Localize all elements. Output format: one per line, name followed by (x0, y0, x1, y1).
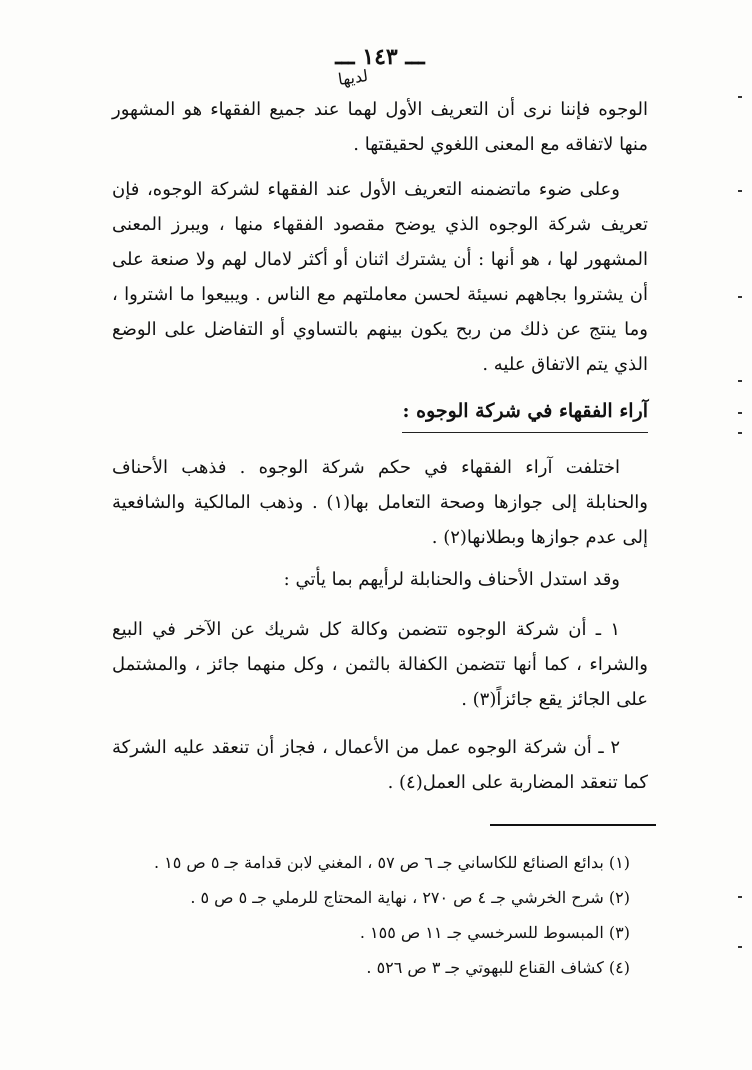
margin-mark (738, 296, 742, 298)
paragraph-evidence-intro (112, 562, 648, 597)
footnote-3: (٣) المبسوط للسرخسي جـ ١١ ص ١٥٥ . (359, 923, 630, 942)
list-item-evidence-2 (112, 730, 648, 800)
footnote-2: (٢) شرح الخرشي جـ ٤ ص ٢٧٠ ، نهاية المحتاج للرملي جـ ٥ ص ٥ . (190, 888, 630, 907)
paragraph-definition-summary: الوجوه فإننا نرى أن التعريف الأول لهما عند جميع الفقهاء هو المشهور منها لاتفاقه مع المعنى اللغوي لحقيقتها . (112, 99, 648, 155)
heading-underline (402, 432, 648, 433)
margin-mark (738, 96, 742, 98)
list-item-evidence-1-text: ١ ـ أن شركة الوجوه تتضمن وكالة كل شريك عن الآخر في البيع والشراء ، كما أنها تتضمن الكفالة بالثمن ، وكل منهما جائز ، والمشتمل على الجائز يقع جائزاً(٣) . (112, 619, 648, 710)
paragraph-definition-text: وعلى ضوء ماتضمنه التعريف الأول عند الفقهاء لشركة الوجوه، فإن تعريف شركة الوجوه الذي يوضح مقصود الفقهاء منها ، ويبرز المعنى المشهور لها ، هو أنها : أن يشترك اثنان أو أكثر لامال لهم ولا صنعة على أن يشتروا بجاههم نسيئة لحسن معاملتهم مع الناس . ويبيعوا ما اشتروا ، وما ينتج عن ذلك من ربح يكون بينهم بالتساوي أو التفاضل على الوضع الذي يتم الاتفاق عليه . (112, 179, 648, 375)
list-item-evidence-2-text: ٢ ـ أن شركة الوجوه عمل من الأعمال ، فجاز أن تنعقد عليه الشركة كما تنعقد المضاربة على العمل(٤) . (112, 737, 648, 793)
paragraph-definition (112, 172, 648, 382)
margin-mark (738, 896, 742, 898)
page-number: ـــ ١٤٣ ـــ (335, 44, 425, 70)
scan-margin-marks (722, 0, 752, 1070)
paragraph-opinions (112, 450, 648, 555)
paragraph-opinions-text: اختلفت آراء الفقهاء في حكم شركة الوجوه . فذهب الأحناف والحنابلة إلى جوازها وصحة التعامل بها(١) . وذهب المالكية والشافعية إلى عدم جوازها وبطلانها(٢) . (112, 457, 648, 548)
margin-mark (738, 190, 742, 192)
margin-mark (738, 380, 742, 382)
footnote-4: (٤) كشاف القناع للبهوتي جـ ٣ ص ٥٢٦ . (366, 958, 630, 977)
handwritten-annotation: لديها (336, 66, 370, 89)
footnote-1: (١) بدائع الصنائع للكاساني جـ ٦ ص ٥٧ ، المغني لابن قدامة جـ ٥ ص ١٥ . (153, 853, 630, 872)
section-heading: آراء الفقهاء في شركة الوجوه : (402, 400, 648, 422)
margin-mark (738, 946, 742, 948)
footnotes (100, 845, 630, 985)
margin-mark (738, 432, 742, 434)
list-item-evidence-1 (112, 612, 648, 717)
footnote-separator (490, 824, 656, 826)
margin-mark (738, 412, 742, 414)
paragraph-evidence-intro-text: وقد استدل الأحناف والحنابلة لرأيهم بما يأتي : (283, 569, 620, 590)
